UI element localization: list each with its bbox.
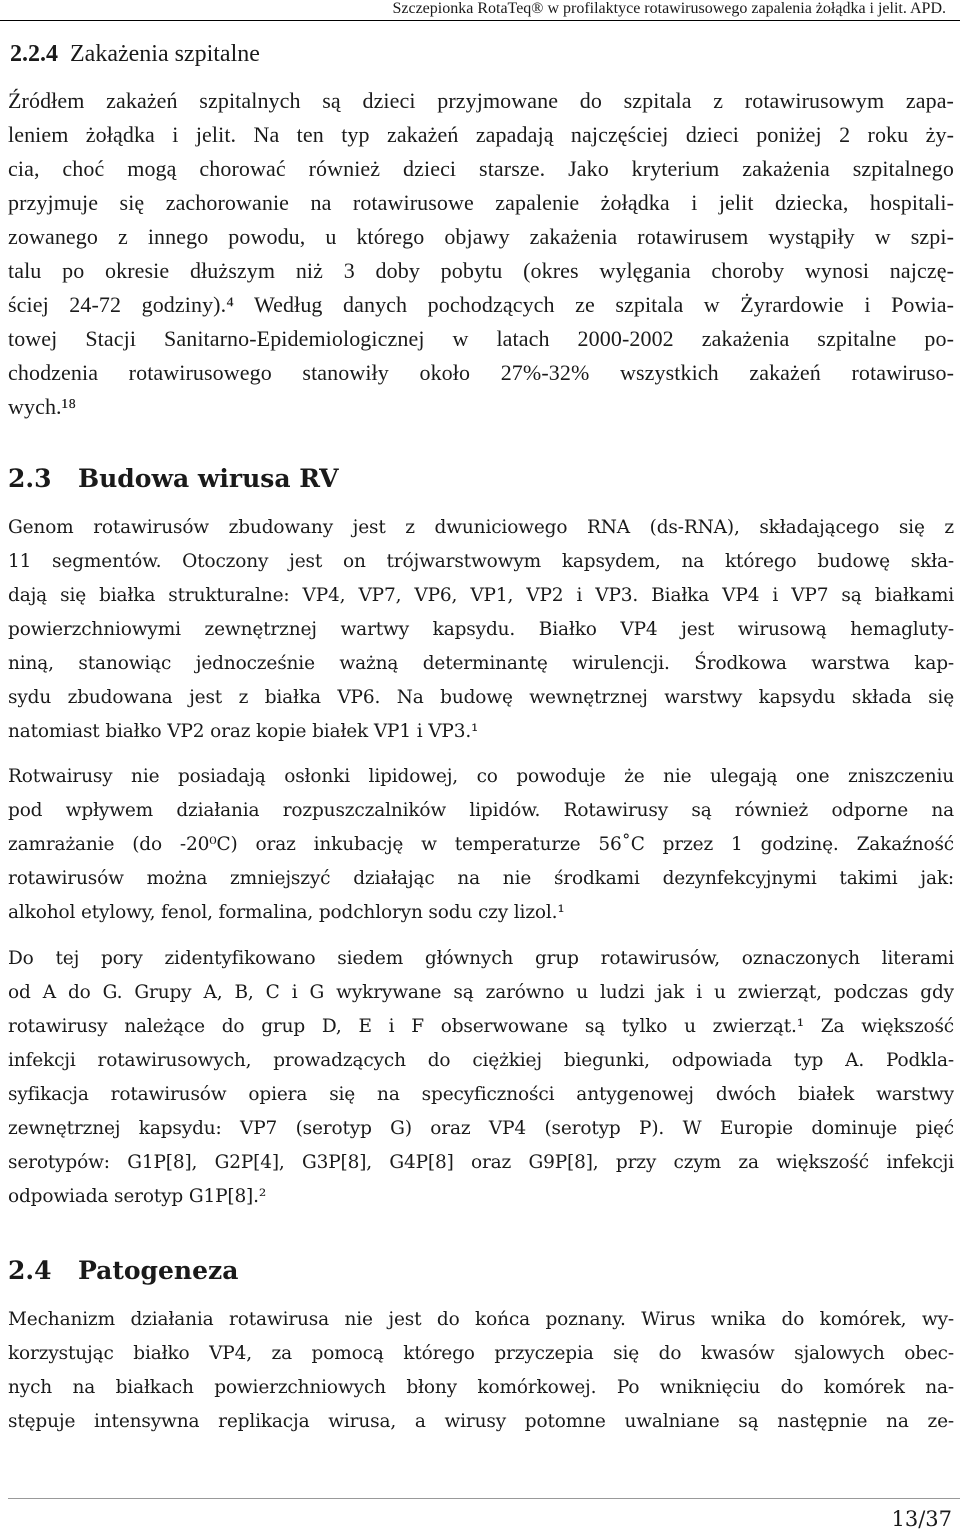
text-line: korzystując białko VP4, za pomocą którego przyczepia się do kwasów sjalowych obec- [8, 1343, 954, 1364]
text-line: niną, stanowiąc jednocześnie ważną determinantę wirulencji. Środkowa warstwa kap- [8, 653, 954, 674]
text-line: Rotwairusy nie posiadają osłonki lipidowej, co powoduje że nie ulegają one zniszczeniu [8, 766, 954, 787]
section-heading-2-4 [8, 1254, 238, 1288]
section-heading-2-2-4 [10, 37, 260, 71]
running-header: Szczepionka RotaTeq® w profilaktyce rotawirusowego zapalenia żołądka i jelit. APD. [392, 0, 946, 17]
text-line: leniem żołądka i jelit. Na ten typ zakażeń zapadają najczęściej dzieci poniżej 2 roku ży- [8, 122, 954, 147]
paragraph-genome [8, 511, 954, 749]
section-heading-2-3 [8, 462, 339, 496]
text-line: pod wpływem działania rozpuszczalników lipidów. Rotawirusy są również odporne na [8, 800, 954, 821]
text-line: talu po okresie dłuższym niż 3 doby pobytu (okres wylęgania choroby wynosi najczę- [8, 258, 954, 283]
text-line: cia, choć mogą chorować również dzieci starsze. Jako kryterium zakażenia szpitalnego [8, 156, 954, 181]
text-line: zewnętrznej kapsydu: VP7 (serotyp G) oraz VP4 (serotyp P). W Europie dominuje pięć [8, 1118, 954, 1139]
paragraph-pathogenesis [8, 1303, 954, 1439]
section-number: 2.2.4 [10, 41, 58, 67]
page-number: 13/37 [891, 1507, 952, 1531]
text-line: chodzenia rotawirusowego stanowiły około 27%-32% wszystkich zakażeń rotawiruso- [8, 360, 954, 385]
footer-rule [8, 1498, 960, 1499]
text-line: natomiast białko VP2 oraz kopie białek VP1 i VP3.¹ [8, 721, 479, 742]
text-line: alkohol etylowy, fenol, formalina, podchloryn sodu czy lizol.¹ [8, 902, 565, 923]
text-line: syfikacja rotawirusów opiera się na specyficzności antygenowej dwóch białek warstwy [8, 1084, 954, 1105]
text-line: przyjmuje się zachorowanie na rotawirusowe zapalenie żołądka i jelit dziecka, hospitali- [8, 190, 954, 215]
paragraph-resistance [8, 760, 954, 930]
section-title: Zakażenia szpitalne [70, 41, 260, 67]
text-line: rotawirusy należące do grup D, E i F obserwowane są tylko u zwierząt.¹ Za większość [8, 1016, 954, 1037]
text-line: ściej 24-72 godziny).⁴ Według danych pochodzących ze szpitala w Żyrardowie i Powia- [8, 292, 954, 317]
paragraph-groups [8, 942, 954, 1214]
text-line: zamrażanie (do -20⁰C) oraz inkubację w temperaturze 56˚C przez 1 godzinę. Zakaźność [8, 834, 954, 855]
text-line: nych na białkach powierzchniowych błony komórkowej. Po wniknięciu do komórek na- [8, 1377, 954, 1398]
text-line: powierzchniowymi zewnętrznej wartwy kapsydu. Białko VP4 jest wirusową hemagluty- [8, 619, 954, 640]
text-line: serotypów: G1P[8], G2P[4], G3P[8], G4P[8] oraz G9P[8], przy czym za większość infekcji [8, 1152, 954, 1173]
section-number: 2.3 [8, 464, 52, 493]
text-line: rotawirusów można zmniejszyć działając na nie środkami dezynfekcyjnymi takimi jak: [8, 868, 954, 889]
section-title: Budowa wirusa RV [78, 464, 339, 493]
text-line: zowanego z innego powodu, u którego objawy zakażenia rotawirusem wystąpiły w szpi- [8, 224, 954, 249]
text-line: Źródłem zakażeń szpitalnych są dzieci przyjmowane do szpitala z rotawirusowym zapa- [8, 88, 954, 113]
text-line: wych.¹⁸ [8, 394, 77, 419]
text-line: sydu zbudowana jest z białka VP6. Na budowę wewnętrznej warstwy kapsydu składa się [8, 687, 954, 708]
text-line: od A do G. Grupy A, B, C i G wykrywane są zarówno u ludzi jak i u zwierząt, podczas gdy [8, 982, 954, 1003]
text-line: odpowiada serotyp G1P[8].² [8, 1186, 267, 1207]
text-line: 11 segmentów. Otoczony jest on trójwarstwowym kapsydem, na którego budowę skła- [8, 551, 954, 572]
paragraph-nosocomial-infections [8, 84, 954, 424]
text-line: Mechanizm działania rotawirusa nie jest do końca poznany. Wirus wnika do komórek, wy- [8, 1309, 954, 1330]
text-line: Do tej pory zidentyfikowano siedem głównych grup rotawirusów, oznaczonych literami [8, 948, 954, 969]
text-line: stępuje intensywna replikacja wirusa, a wirusy potomne uwalniane są następnie na ze- [8, 1411, 954, 1432]
text-line: infekcji rotawirusowych, prowadzących do ciężkiej biegunki, odpowiada typ A. Podkla- [8, 1050, 954, 1071]
header-rule [0, 20, 960, 21]
text-line: Genom rotawirusów zbudowany jest z dwuniciowego RNA (ds-RNA), składającego się z [8, 517, 954, 538]
section-number: 2.4 [8, 1256, 52, 1285]
section-title: Patogeneza [78, 1256, 239, 1285]
text-line: towej Stacji Sanitarno-Epidemiologicznej w latach 2000-2002 zakażenia szpitalne po- [8, 326, 954, 351]
text-line: dają się białka strukturalne: VP4, VP7, VP6, VP1, VP2 i VP3. Białka VP4 i VP7 są białkami [8, 585, 954, 606]
